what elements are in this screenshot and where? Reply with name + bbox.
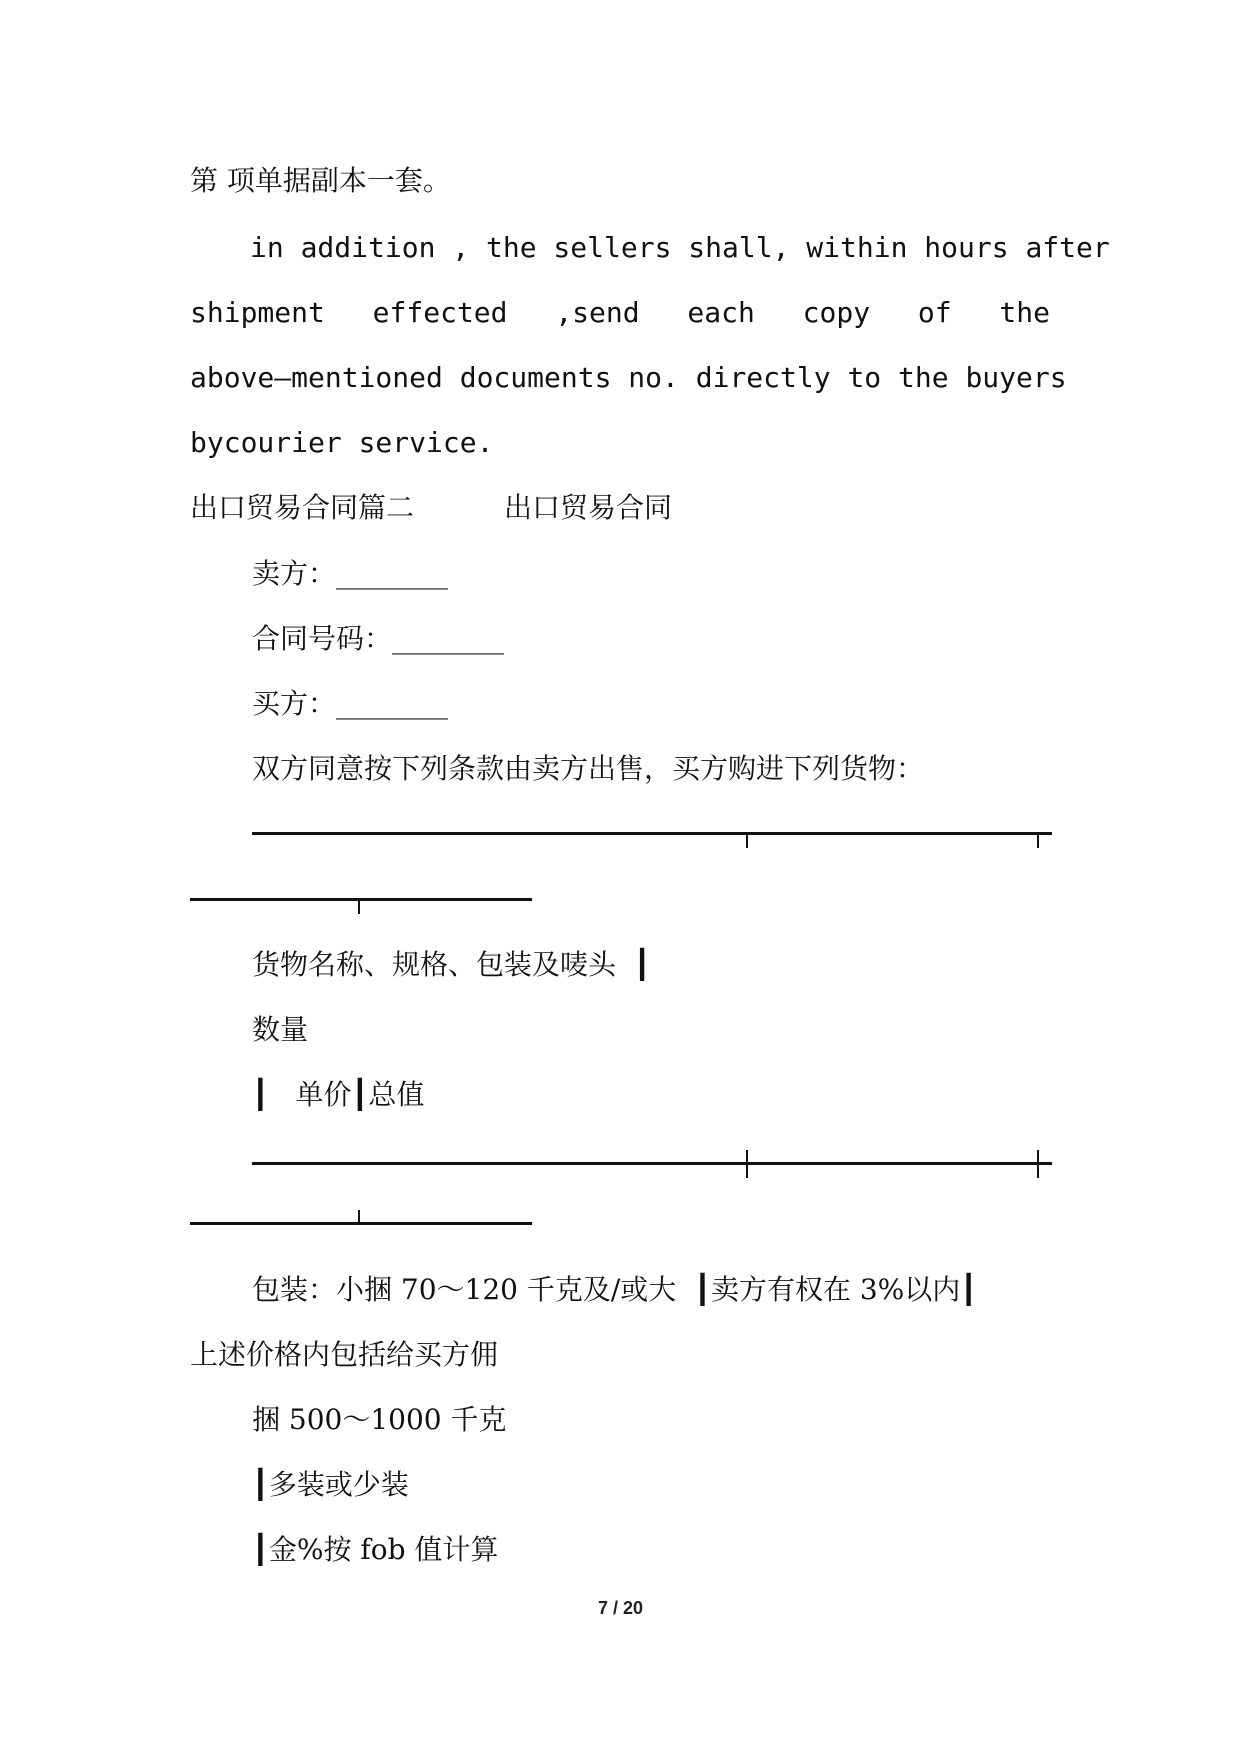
packing-text: 包装：小捆 70～120 千克及/或大 ┃卖方有权在 3%以内┃ <box>252 1273 978 1306</box>
text-line-in-addition: in addition , the sellers shall, within hours after <box>250 231 1110 264</box>
table-rule-top <box>252 832 1052 835</box>
page-number: 7 / 20 <box>597 1598 644 1618</box>
table-rule-mid-cont <box>190 1222 532 1225</box>
word: copy <box>802 296 871 329</box>
word: of <box>917 296 952 329</box>
section-subheading: 出口贸易合同 <box>504 491 673 524</box>
text-line-courier: bycourier service. <box>190 426 494 459</box>
table-header-goods: 货物名称、规格、包装及唛头 ┃ <box>252 948 651 981</box>
table-rule-top-cont <box>190 898 532 901</box>
word: ,send <box>555 296 640 329</box>
buyer-field: 买方：________ <box>252 687 449 720</box>
word: shipment <box>190 296 325 329</box>
table-header-quantity: 数量 <box>252 1013 309 1046</box>
word: each <box>687 296 755 329</box>
table-rule-tick <box>1037 834 1039 848</box>
more-less-text: ┃多装或少装 <box>252 1468 409 1501</box>
table-rule-tick <box>746 834 748 848</box>
text-line-doc-copies: 第 项单据副本一套。 <box>190 164 451 197</box>
word: the <box>999 296 1050 329</box>
commission-fob-text: ┃金%按 fob 值计算 <box>252 1533 499 1566</box>
table-rule-tick <box>358 900 360 914</box>
text-line-above-mentioned: above—mentioned documents no. directly to the buyers <box>190 361 1067 394</box>
agreement-text: 双方同意按下列条款由卖方出售，买方购进下列货物： <box>252 752 925 785</box>
table-rule-cross <box>746 1150 748 1178</box>
table-header-price: ┃ 单价┃总值 <box>252 1078 425 1111</box>
seller-field: 卖方：________ <box>252 557 449 590</box>
price-commission-text: 上述价格内包括给买方佣 <box>190 1338 499 1371</box>
text-line-shipment <box>190 296 1050 330</box>
bale-weight-text: 捆 500～1000 千克 <box>252 1403 507 1436</box>
table-rule-mid <box>252 1162 1052 1165</box>
contract-number-field: 合同号码：________ <box>252 622 505 655</box>
word: effected <box>372 296 508 329</box>
section-heading: 出口贸易合同篇二 <box>190 491 415 524</box>
table-rule-tick <box>358 1210 360 1224</box>
table-rule-cross <box>1037 1150 1039 1178</box>
